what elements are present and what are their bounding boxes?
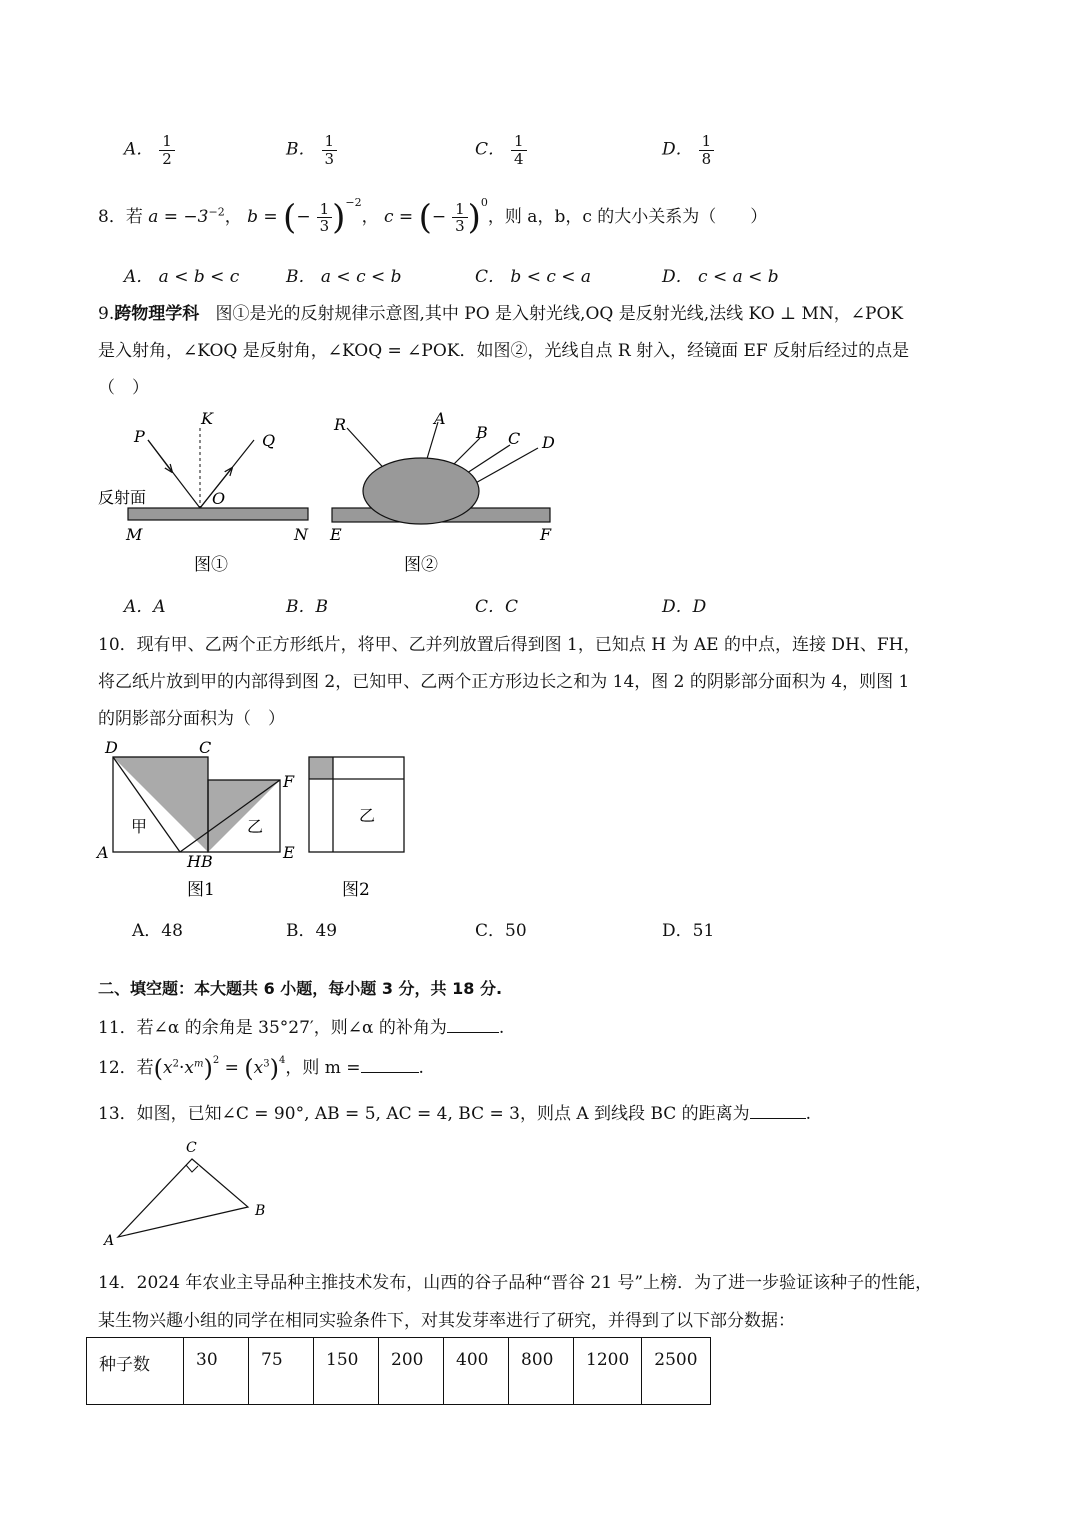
q10-option-c[interactable]: C．50: [475, 921, 527, 941]
q9-figures: [90, 400, 570, 590]
label-p: P: [134, 427, 145, 446]
label-a: A: [97, 843, 109, 862]
q9-figure-1: [98, 409, 309, 575]
label-d: D: [105, 738, 118, 757]
table-header-cell: 种子数: [87, 1338, 184, 1405]
q9-option-b[interactable]: B．B: [286, 597, 328, 617]
label-a: A: [434, 409, 446, 428]
shaded-triangle-dch: [113, 757, 208, 852]
ray-a: [426, 422, 438, 462]
q9-line-1: 9.跨物理学科 图①是光的反射规律示意图,其中 PO 是入射光线,OQ 是反射光线,法线 KO ⊥ MN，∠POK: [98, 304, 904, 324]
label-a: A: [104, 1233, 115, 1249]
label-m: M: [126, 525, 143, 544]
label-n: N: [294, 525, 308, 544]
q8-option-b[interactable]: B． a < c < b: [286, 267, 402, 287]
table-cell: 200: [379, 1338, 444, 1405]
table-cell: 30: [184, 1338, 249, 1405]
q13-stem: 13．如图，已知∠C = 90°, AB = 5, AC = 4, BC = 3，则点 A 到线段 BC 的距离为 .: [98, 1104, 812, 1124]
ray-c: [464, 445, 510, 475]
q9-option-c[interactable]: C．C: [475, 597, 519, 617]
label-b: B: [476, 423, 488, 442]
ray-d: [472, 448, 538, 485]
q10-line-2: 将乙纸片放到甲的内部得到图 2，已知甲、乙两个正方形边长之和为 14，图 2 的阴影部分面积为 4，则图 1: [98, 672, 910, 692]
q10-figures: [95, 735, 425, 905]
table-cell: 400: [444, 1338, 509, 1405]
label-e: E: [330, 525, 342, 544]
label-surface: 反射面: [98, 488, 147, 507]
right-angle-mark: [186, 1165, 198, 1172]
label-yi: 乙: [247, 817, 264, 836]
label-jia: 甲: [131, 817, 148, 836]
q14-line-2: 某生物兴趣小组的同学在相同实验条件下，对其发芽率进行了研究，并得到了以下部分数据：: [98, 1311, 795, 1331]
label-q: Q: [262, 431, 276, 450]
q10-option-d[interactable]: D．51: [662, 921, 715, 941]
q9-option-a[interactable]: A．A: [124, 597, 166, 617]
label-e: E: [283, 843, 295, 862]
q9-line-3: （ ）: [98, 378, 149, 398]
table-cell: 1200: [574, 1338, 642, 1405]
label-hb: HB: [187, 852, 213, 871]
q10-option-b[interactable]: B．49: [286, 921, 338, 941]
ray-po-arrow: [148, 440, 172, 472]
q7-option-d[interactable]: D． $\frac{1}{8}$: [662, 133, 714, 167]
label-k: K: [201, 409, 213, 428]
q10-figure-1: [95, 738, 295, 900]
seed-data-table: [86, 1337, 711, 1405]
mirror-mn: [128, 508, 308, 520]
q9-option-d[interactable]: D．D: [662, 597, 707, 617]
q12-stem: 12．若$(x^2\cdot x^m)^2 = (x^3)^4$，则 m = .: [98, 1054, 424, 1083]
q11-answer-blank[interactable]: [447, 1018, 499, 1033]
q10-line-3: 的阴影部分面积为（ ）: [98, 709, 285, 729]
label-f: F: [283, 772, 295, 791]
table-row: [87, 1338, 711, 1405]
label-yi-2: 乙: [359, 806, 376, 825]
table-cell: 2500: [642, 1338, 710, 1405]
q13-figure: [100, 1135, 280, 1250]
label-d: D: [542, 433, 555, 452]
ray-b: [452, 438, 480, 466]
q9-line-2: 是入射角，∠KOQ 是反射角，∠KOQ = ∠POK．如图②，光线自点 R 射入，经镜面 EF 反射后经过的点是: [98, 341, 910, 361]
triangle-abc: [118, 1159, 248, 1237]
q10-line-1: 10．现有甲、乙两个正方形纸片，将甲、乙并列放置后得到图 1，已知点 H 为 AE 的中点，连接 DH、FH，: [98, 635, 921, 655]
q11-stem: 11．若∠α 的余角是 35°27′，则∠α 的补角为 .: [98, 1018, 505, 1038]
q10-figure-2: [309, 757, 404, 900]
q12-answer-blank[interactable]: [361, 1058, 419, 1073]
section-2-title: 二、填空题：本大题共 6 小题，每小题 3 分，共 18 分.: [98, 979, 503, 998]
label-c: C: [186, 1140, 197, 1156]
shaded-triangle-hf: [208, 780, 280, 852]
q8-option-c[interactable]: C． b < c < a: [475, 267, 592, 287]
q7-option-b[interactable]: B． $\frac{1}{3}$: [286, 133, 337, 167]
label-c: C: [508, 429, 521, 448]
q14-line-1: 14．2024 年农业主导品种主推技术发布，山西的谷子品种“晋谷 21 号”上榜．为了进一步验证该种子的性能，: [98, 1273, 933, 1293]
table-cell: 150: [314, 1338, 379, 1405]
table-cell: 800: [509, 1338, 574, 1405]
q8-option-a[interactable]: A． a < b < c: [124, 267, 240, 287]
q7-option-c[interactable]: C． $\frac{1}{4}$: [475, 133, 527, 167]
obstacle-ellipse: [363, 458, 479, 524]
q7-option-a[interactable]: A． $\frac{1}{2}$: [124, 133, 175, 167]
label-c: C: [199, 738, 212, 757]
table-cell: 75: [249, 1338, 314, 1405]
q13-answer-blank[interactable]: [750, 1104, 806, 1119]
shaded-corner: [309, 757, 333, 779]
label-f: F: [540, 525, 552, 544]
label-o: O: [212, 489, 226, 508]
q10-option-a[interactable]: A．48: [132, 921, 183, 941]
q9-figure-2: [329, 409, 555, 575]
fig1-caption: 图①: [194, 555, 228, 575]
fig1-caption: 图1: [187, 880, 215, 900]
fig2-caption: 图②: [404, 555, 438, 575]
fig2-caption: 图2: [342, 880, 370, 900]
label-r: R: [334, 415, 347, 434]
q8-stem: 8．若 $a = -3^{-2}$， b = (− $\frac{1}{3}$ )$^{-2}$， c = (− $\frac{1}{3}$ )$^0$，则 a，b，c 的大小关系为（ ）: [98, 196, 768, 238]
q8-option-d[interactable]: D． c < a < b: [662, 267, 779, 287]
label-b: B: [255, 1203, 266, 1219]
